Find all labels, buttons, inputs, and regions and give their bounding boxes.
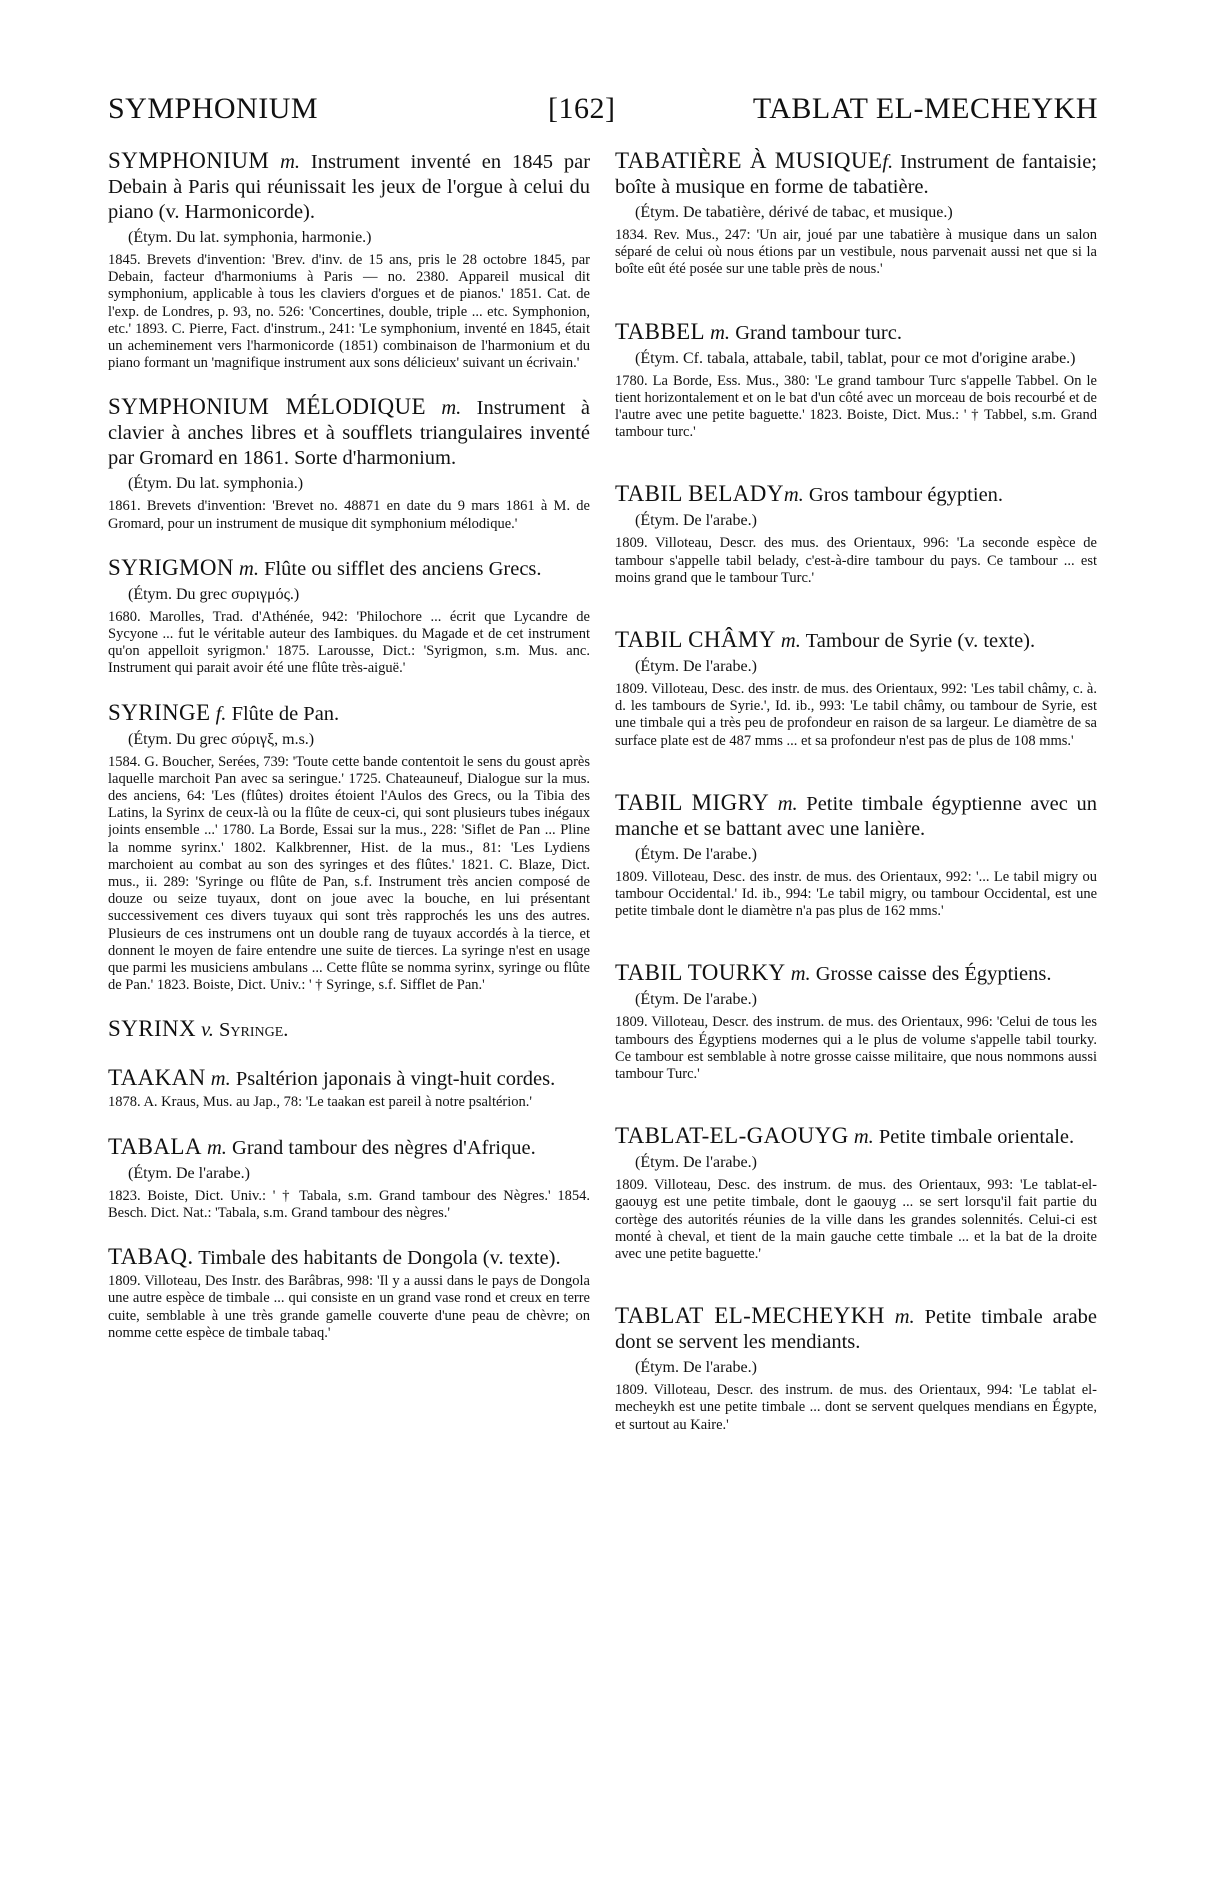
entry-taakan	[108, 1065, 590, 1111]
headword: SYRINX	[108, 1016, 197, 1042]
gender: m.	[239, 557, 259, 580]
citations: 1809. Villoteau, Desc. des instrum. de mus. des Orientaux, 993: 'Le tablat-el-gaouyg est une petite timbale, dont le gaouyg ... se sert lorsqu'il fait partie du cortège des autorités réunies de la ville dans les grandes solennités. Celui-ci est monté à cheval, et tient de la main gauche cette timbale ... et la bat de la droite avec une petite baguette.'	[615, 1177, 1097, 1263]
entry-tablat-el-gaouyg	[615, 1123, 1097, 1263]
entry-tabil-belady	[615, 481, 1097, 587]
headword: TAAKAN	[108, 1065, 206, 1091]
spacer	[615, 772, 1097, 790]
definition: Petite timbale orientale.	[878, 1126, 1075, 1149]
entry-symphonium	[108, 148, 590, 372]
gender: m.	[210, 1068, 231, 1091]
headword: TABIL BELADY	[615, 481, 784, 507]
citations: 1809. Villoteau, Descr. des mus. des Orientaux, 996: 'La seconde espèce de tambour s'appelle tabil belady, c'est-à-dire tambour du pays. Ce tambour ... est moins grand que le tambour Turc.'	[615, 535, 1097, 586]
etymology: (Étym. Cf. tabala, attabale, tabil, tablat, pour ce mot d'origine arabe.)	[635, 349, 1076, 367]
gender: m.	[853, 1126, 874, 1149]
entry-tabil-migry	[615, 790, 1097, 921]
citations: 1861. Brevets d'invention: 'Brevet no. 48871 en date du 9 mars 1861 à M. de Gromard, pour un instrument de musique dit symphonium mélodique.'	[108, 498, 590, 532]
entry-tabaq	[108, 1244, 590, 1342]
headword: TABIL TOURKY	[615, 960, 786, 986]
citations: 1680. Marolles, Trad. d'Athénée, 942: 'Philochore ... écrit que Lycandre de Sycyone ... fut le véritable auteur des Iambiques. du Magade et de cet instrument qu'on appelloit syrigmon.' 1875. Larousse, Dict.: 'Syrigmon, s.m. Mus. anc. Instrument qui parait avoir été une flûte très-aiguë.'	[108, 608, 590, 677]
etymology: (Étym. De l'arabe.)	[635, 1359, 757, 1377]
spacer	[615, 1105, 1097, 1123]
entry-head	[108, 555, 590, 582]
etymology: (Étym. De l'arabe.)	[635, 658, 757, 676]
definition: Grand tambour turc.	[735, 321, 902, 344]
right-column	[615, 148, 1097, 1878]
etymology: (Étym. De tabatière, dérivé de tabac, et musique.)	[635, 204, 953, 221]
headword: SYMPHONIUM MÉLODIQUE	[108, 394, 426, 420]
headword: TABLAT EL-MECHEYKH	[615, 1303, 885, 1329]
header-left: SYMPHONIUM	[108, 92, 319, 125]
gender: m.	[790, 963, 811, 986]
definition: Grosse caisse des Égyptiens.	[815, 963, 1052, 986]
gender: v.	[201, 1019, 214, 1042]
entry-head	[108, 1016, 590, 1043]
definition: Grand tambour des nègres d'Afrique.	[232, 1136, 536, 1159]
citations: 1823. Boiste, Dict. Univ.: ' † Tabala, s.m. Grand tambour des Nègres.' 1854. Besch. Dict. Nat.: 'Tabala, s.m. Grand tambour des nègres.'	[108, 1187, 590, 1221]
etymology: (Étym. De l'arabe.)	[635, 845, 757, 863]
headword: TABIL MIGRY	[615, 789, 770, 815]
gender: m.	[441, 397, 462, 420]
entry-symphonium-melodique	[108, 394, 590, 532]
citations: 1809. Villoteau, Desc. des instr. de mus. des Orientaux, 992: '... Le tabil migry ou tambour Occidental.' Id. ib., 994: 'Le tabil migry, ou tambour Occidental, est une petite timbale dont le diamètre n'a pas plus de 162 mms.'	[615, 868, 1097, 920]
etymology: (Étym. De l'arabe.)	[635, 512, 757, 530]
entry-head	[615, 319, 1097, 346]
definition: Gros tambour égyptien.	[808, 484, 1004, 507]
citations: 1834. Rev. Mus., 247: 'Un air, joué par une tabatière à musique dans un salon séparé de celui où nous étions par un vestibule, nous parvenait aussi net que si la boîte eût été posée sur une table près de nous.'	[615, 227, 1097, 278]
entry-tablat-el-mecheykh	[615, 1303, 1097, 1434]
headword: SYRINGE	[108, 699, 211, 725]
definition: Psaltérion japonais à vingt-huit cordes.	[235, 1068, 556, 1091]
entry-syrigmon	[108, 555, 590, 678]
spacer	[615, 463, 1097, 481]
citations: 1845. Brevets d'invention: 'Brev. d'inv. de 15 ans, pris le 28 octobre 1845, par Debain, facteur d'harmoniums à Paris — no. 2380. Appareil musical dit symphonium, applicable à tous les claviers d'orgues et de pianos.' 1851. Cat. de l'exp. de Londres, p. 93, no. 526: 'Concertines, double, triple ... etc. Symphonion, etc.' 1893. C. Pierre, Fact. d'instrum., 241: 'Le symphonium, inventé en 1845, était un acheminement vers l'harmonicorde (1851) combinaison de l'harmonium et du piano formant un 'magnifique instrument aux sons délicieux' suivant un écrivain.'	[108, 252, 590, 372]
citations: 1809. Villoteau, Descr. des instrum. de mus. des Orientaux, 994: 'Le tablat el-mecheykh est une petite timbale ... dont se servent quelques mendians en Égypte, et surtout au Kaire.'	[615, 1382, 1097, 1433]
gender: f.	[882, 151, 894, 173]
citations: 1809. Villoteau, Desc. des instr. de mus. des Orientaux, 992: 'Les tabil châmy, c. à. d. les tambours de Syrie.', Id. ib., 993: 'Le tabil châmy, ou tambour de Syrie, est une timbale qui a très peu de profondeur en raison de sa largeur. Le diamètre de sa surface plate est de 487 mms ... et sa profondeur n'est pas de plus de 108 mms.'	[615, 681, 1097, 749]
entry-head	[108, 148, 590, 225]
gender: f.	[215, 702, 227, 725]
spacer	[615, 609, 1097, 627]
gender: m.	[777, 792, 798, 815]
headword: TABLAT-EL-GAOUYG	[615, 1123, 849, 1149]
definition: Petite timbale égyptienne avec un manche et se battant avec une lanière.	[615, 792, 1097, 840]
entry-head	[108, 1134, 590, 1161]
definition: Tambour de Syrie (v. texte).	[805, 630, 1036, 653]
definition: Petite timbale arabe dont se servent les mendiants.	[615, 1306, 1097, 1354]
running-header	[108, 92, 1098, 132]
entry-head	[615, 1303, 1097, 1355]
entry-head	[615, 627, 1097, 654]
spacer	[615, 301, 1097, 319]
entry-tabatiere	[615, 148, 1097, 279]
definition: Timbale des habitants de Dongola (v. texte).	[198, 1247, 561, 1270]
etymology: (Étym. De l'arabe.)	[635, 991, 757, 1009]
definition: Flûte ou sifflet des anciens Grecs.	[264, 557, 542, 580]
etymology: (Étym. De l'arabe.)	[128, 1164, 250, 1182]
definition: Syringe.	[218, 1019, 289, 1042]
entry-syrinx	[108, 1016, 590, 1043]
definition: Instrument inventé en 1845 par Debain à Paris qui réunissait les jeux de l'orgue à celui du piano (v. Harmonicorde).	[108, 151, 590, 223]
gender: m.	[780, 630, 801, 653]
headword: TABBEL	[615, 318, 705, 344]
gender: m.	[894, 1306, 915, 1329]
definition: Instrument à clavier à anches libres et à soufflets triangulaires inventé par Gromard en 1861. Sorte d'harmonium.	[108, 397, 590, 470]
page-number: [162]	[548, 92, 616, 125]
entry-head	[615, 960, 1097, 987]
headword: TABAQ.	[108, 1244, 194, 1270]
gender: m.	[280, 151, 301, 173]
entry-head	[615, 790, 1097, 842]
headword: TABALA	[108, 1133, 202, 1159]
headword: TABIL CHÂMY	[615, 627, 776, 653]
entry-tabbel	[615, 319, 1097, 442]
citations: 1584. G. Boucher, Serées, 739: 'Toute cette bande contentoit le sens du goust après laquelle marchoit Pan avec sa seringue.' 1725. Chateauneuf, Dialogue sur la mus. des anciens, 64: 'Les (flûtes) droites étoient l'Aulos des Grecs, ou la Tibia des Latins, la Syrinx de ceux-là ou la flûte de ceux-ci, qui sont plusieurs tubes inégaux joints ensemble ...' 1780. La Borde, Essai sur la mus., 228: 'Siflet de Pan ... Pline la nomme syrinx.' 1802. Kalkbrenner, Hist. de la mus., 81: 'Les Lydiens marchoient au combat au son des syringes et des flûtes.' 1821. C. Blaze, Dict. mus., ii. 289: 'Syringe ou flûte de Pan, s.f. Instrument très ancien composé de douze ou seize tuyaux, dont on joue avec la bouche, en lui présentant successivement ces divers tuyaux qui sont très rapprochés les uns des autres. Plusieurs de ces instrumens ont un double rang de tuyaux accordés à la tierce, et donnent le moyen de faire entendre une suite de tierces. La syringe n'est en usage que parmi les musiciens ambulans ... Cette flûte se nomma syrinx, syringe ou flûte de Pan.' 1823. Boiste, Dict. Univ.: ' † Syringe, s.f. Sifflet de Pan.'	[108, 753, 590, 994]
entry-head	[108, 700, 590, 727]
entry-head	[108, 394, 590, 471]
gender: m.	[783, 484, 804, 507]
etymology: (Étym. Du grec συριγμός.)	[128, 585, 300, 603]
entry-head	[615, 1123, 1097, 1150]
entry-tabala	[108, 1134, 590, 1222]
gender: m.	[710, 321, 731, 344]
definition: Flûte de Pan.	[231, 702, 340, 725]
citations: 1780. La Borde, Ess. Mus., 380: 'Le grand tambour Turc s'appelle Tabbel. On le tient horizontalement et on le bat d'un côté avec un morceau de bois recourbé et de l'autre avec une petite baguette.' 1823. Boiste, Dict. Mus.: ' † Tabbel, s.m. Grand tambour turc.'	[615, 372, 1097, 441]
etymology: (Étym. De l'arabe.)	[635, 1154, 757, 1172]
spacer	[615, 1285, 1097, 1303]
headword: SYRIGMON	[108, 554, 234, 580]
left-column	[108, 148, 590, 1878]
entry-tabil-tourky	[615, 960, 1097, 1083]
etymology: (Étym. Du lat. symphonia, harmonie.)	[128, 229, 372, 246]
entry-head	[615, 148, 1097, 200]
entry-head	[615, 481, 1097, 508]
gender: m.	[206, 1136, 227, 1159]
citations: 1878. A. Kraus, Mus. au Jap., 78: 'Le taakan est pareil à notre psaltérion.'	[108, 1094, 533, 1111]
citations: 1809. Villoteau, Descr. des instrum. de mus. des Orientaux, 996: 'Celui de tous les tambours des Égyptiens modernes qui a le plus de volume s'appelle tabil tourky. Ce tambour est semblable à notre grosse caisse militaire, que nous nommons aussi tambour Turc.'	[615, 1014, 1097, 1083]
etymology: (Étym. Du lat. symphonia.)	[128, 475, 304, 493]
entry-syringe	[108, 700, 590, 995]
headword: TABATIÈRE À MUSIQUE	[615, 148, 883, 173]
headword: SYMPHONIUM	[108, 148, 270, 173]
citations: 1809. Villoteau, Des Instr. des Barâbras, 998: 'Il y a aussi dans le pays de Dongola une autre espèce de timbale ... qui consiste en un grand vase rond et creux en terre cuite, semblable à une très grande gamelle couverte d'une peau de chèvre; on nomme cette espèce de timbale tabaq.'	[108, 1273, 590, 1341]
spacer	[615, 942, 1097, 960]
header-right: TABLAT EL-MECHEYKH	[752, 92, 1098, 125]
entry-head	[108, 1244, 590, 1271]
entry-head	[108, 1065, 590, 1092]
entry-tabil-chamy	[615, 627, 1097, 750]
etymology: (Étym. Du grec σύριγξ, m.s.)	[128, 730, 315, 748]
definition: Instrument de fantaisie; boîte à musique en forme de tabatière.	[615, 151, 1097, 198]
